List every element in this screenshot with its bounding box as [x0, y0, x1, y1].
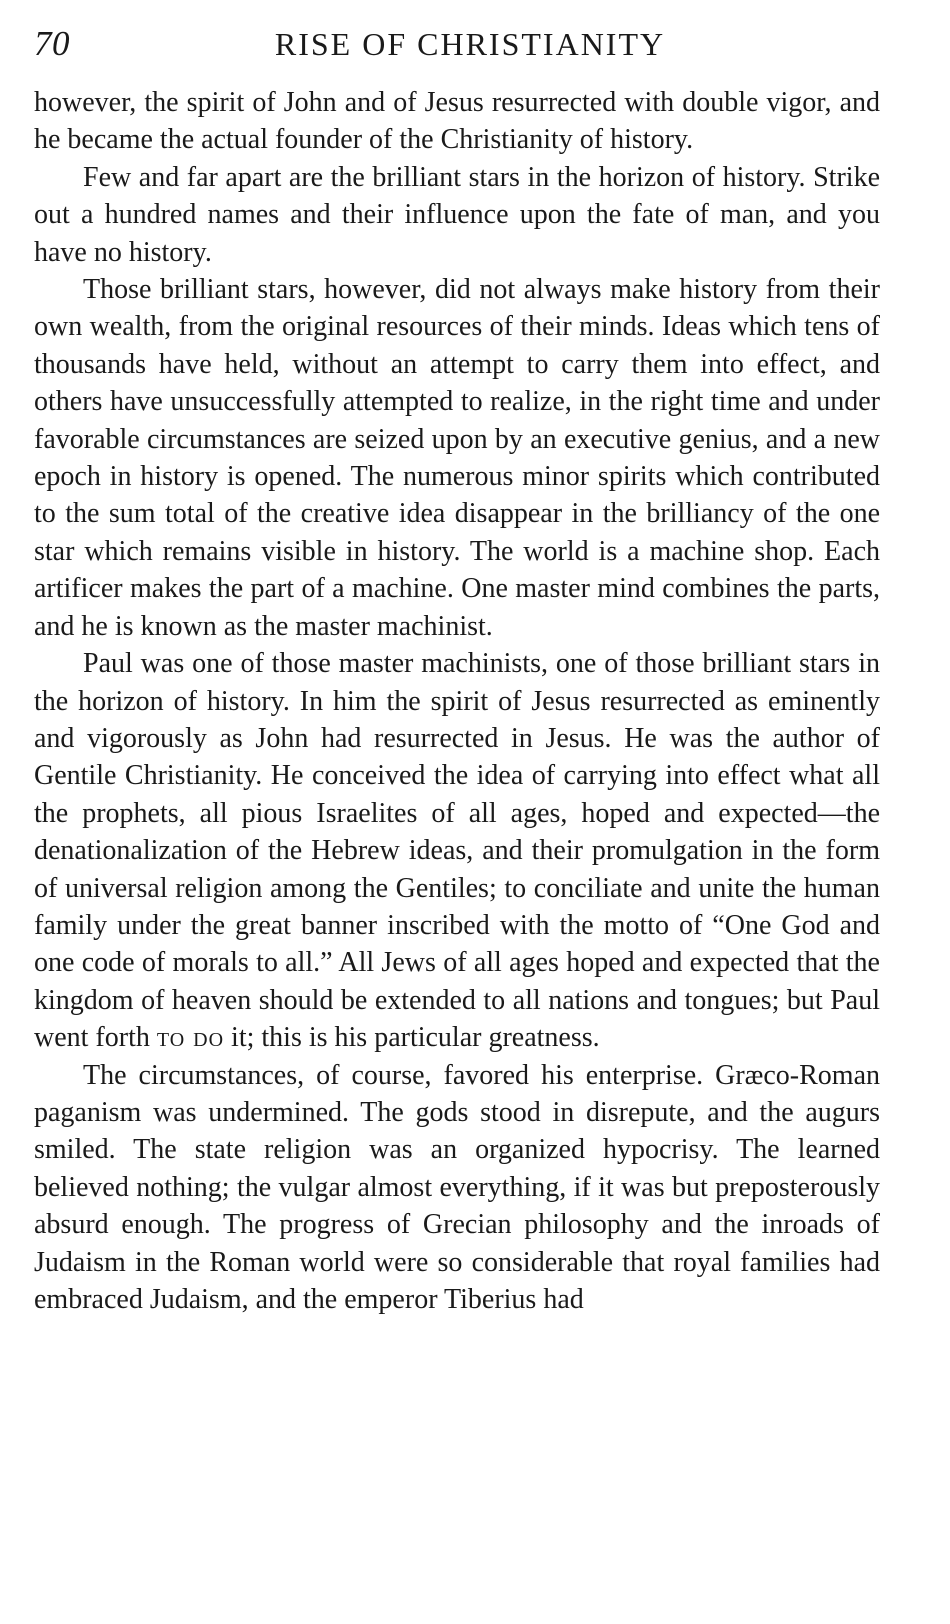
paragraph-1: however, the spirit of John and of Jesus resurrected with double vigor, and he became the actual founder of the Christianity of history.: [34, 87, 880, 156]
paragraph-4: [34, 645, 880, 1056]
paragraph-2: Few and far apart are the brilliant stars in the horizon of history. Strike out a hundred names and their influence upon the fate of man, and you have no history.: [34, 161, 880, 268]
running-title: RISE OF CHRISTIANITY: [274, 26, 666, 62]
paragraph-4-text-end: it; this is his particular greatness.: [224, 1022, 600, 1054]
body-text: [34, 84, 880, 1318]
paragraph-4-emphasis: to do: [156, 1022, 225, 1054]
paragraph-3: Those brilliant stars, however, did not always make history from their own wealth, from the original resources of their minds. Ideas which tens of thousands have held, without an attempt to carry them into effect, and others have unsuccessfully attempted to realize, in the right time and under favorable circumstances are seized upon by an executive genius, and a new epoch in history is opened. The numerous minor spirits which contributed to the sum total of the creative idea disappear in the brilliancy of the one star which remains visible in history. The world is a machine shop. Each artificer makes the part of a machine. One master mind combines the parts, and he is known as the master machinist.: [34, 274, 880, 642]
page-number: 70: [34, 24, 70, 63]
book-page: [34, 22, 880, 1318]
paragraph-5: The circumstances, of course, favored his enterprise. Græco-Roman paganism was undermined. The gods stood in disrepute, and the augurs smiled. The state religion was an organized hypocrisy. The learned believed nothing; the vulgar almost everything, if it was but preposterously absurd enough. The progress of Grecian philosophy and the inroads of Judaism in the Roman world were so considerable that royal families had embraced Judaism, and the emperor Tiberius had: [34, 1059, 880, 1315]
paragraph-4-text-start: Paul was one of those master machinists, one of those brilliant stars in the horizon of history. In him the spirit of Jesus resurrected as eminently and vigorously as John had resurrected in Jesus. He was the author of Gentile Christianity. He conceived the idea of carrying into effect what all the prophets, all pious Israelites of all ages, hoped and expected—the denationalization of the Hebrew ideas, and their promulgation in the form of universal religion among the Gentiles; to conciliate and unite the human family under the great banner inscribed with the motto of “One God and one code of morals to all.” All Jews of all ages hoped and expected that the kingdom of heaven should be extended to all nations and tongues; but Paul went forth: [34, 648, 880, 1054]
page-header: [34, 22, 880, 74]
